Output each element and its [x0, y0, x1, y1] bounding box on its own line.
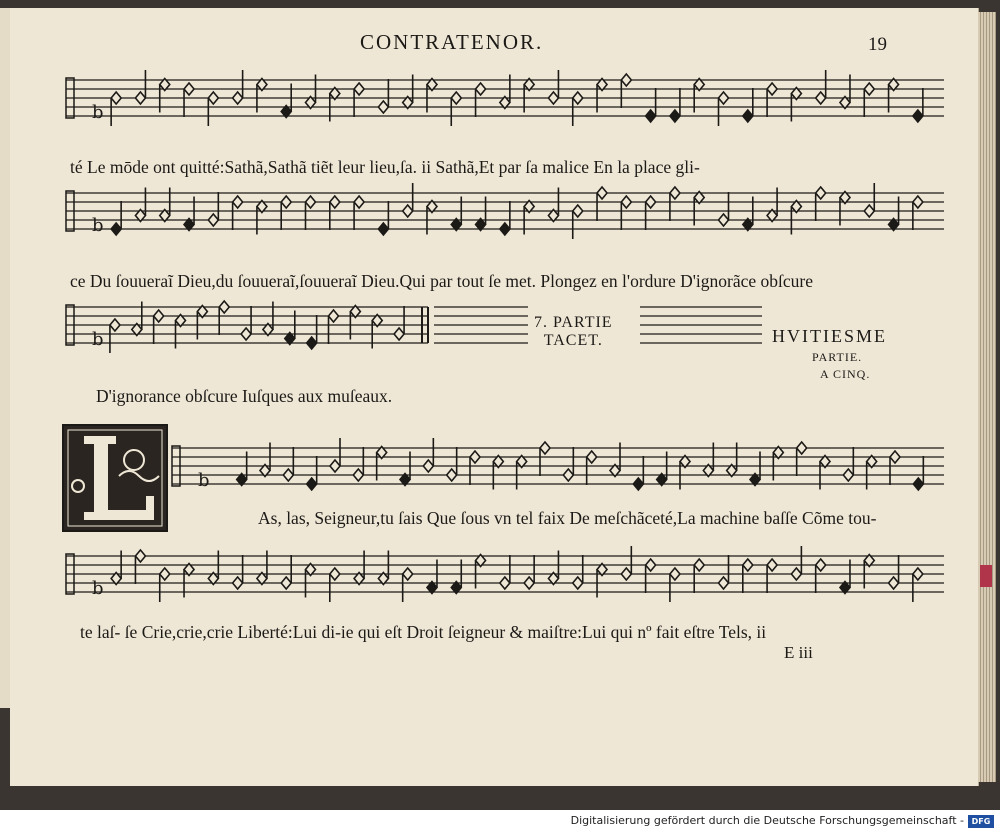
lyric-line: D'ignorance obſcure Iuſques aux muſeaux. [96, 386, 393, 406]
note-head [330, 568, 340, 580]
note-head [816, 559, 826, 571]
part-eight-sub: PARTIE. [812, 350, 863, 364]
lyric-line: té Le mōde ont quitté:Sathã,Sathã tiẽt leur lieu,ſa. ii Sathã,Et par ſa malice En la place gli- [70, 157, 700, 177]
note-head [423, 460, 433, 472]
decorated-initial-l [62, 424, 168, 532]
note-head [573, 577, 583, 589]
flat-sign: b [92, 215, 104, 236]
part-eight-voices: A CINQ. [820, 367, 871, 381]
note-head [219, 301, 229, 313]
note-head [241, 328, 251, 340]
note-head [394, 328, 404, 340]
note-head [111, 92, 121, 104]
note-head [646, 110, 656, 122]
note-head [719, 214, 729, 226]
note-head [447, 469, 457, 481]
part-seven-tacet [534, 314, 613, 350]
note-head [476, 83, 486, 95]
note-head [403, 205, 413, 217]
lyric-line: te laſ- ſe Crie,crie,crie Liberté:Lui di-ie qui eſt Droit ſeigneur & maiſtre:Lui qui nº fait eſtre Tels, ii [80, 622, 767, 642]
note-head [913, 568, 923, 580]
flat-sign: b [198, 470, 210, 491]
note-head [281, 196, 291, 208]
dfg-logo: DFG [968, 815, 994, 828]
note-head [767, 83, 777, 95]
tacet-label: TACET. [543, 332, 603, 349]
flat-sign: b [92, 102, 104, 123]
lyric-line: ce Du ſouueraĩ Dieu,du ſouueraĩ,ſouueraĩ Dieu.Qui par tout ſe met. Plongez en l'ordure D'ignorãce obſcure [70, 271, 813, 291]
folio-number: 19 [868, 34, 887, 55]
note-head [283, 469, 293, 481]
note-head [135, 92, 145, 104]
flat-sign: b [92, 329, 104, 350]
note-head [864, 83, 874, 95]
note-head [500, 577, 510, 589]
note-head [670, 110, 680, 122]
running-head: CONTRATENOR. [360, 30, 544, 54]
note-head [621, 568, 631, 580]
note-head [587, 451, 597, 463]
note-head [913, 196, 923, 208]
note-head [353, 469, 363, 481]
note-head [864, 205, 874, 217]
note-head [184, 83, 194, 95]
flat-sign: b [92, 578, 104, 599]
note-head [378, 101, 388, 113]
note-head [470, 451, 480, 463]
note-head [889, 577, 899, 589]
note-head [573, 205, 583, 217]
note-head [913, 478, 923, 490]
note-head [621, 196, 631, 208]
note-head [573, 92, 583, 104]
note-head [646, 559, 656, 571]
note-head [548, 92, 558, 104]
note-head [913, 110, 923, 122]
note-head [670, 187, 680, 199]
note-head [816, 187, 826, 199]
note-head [403, 568, 413, 580]
part-seven-label: 7. PARTIE [534, 314, 613, 331]
note-head [719, 92, 729, 104]
note-head [233, 577, 243, 589]
note-head [563, 469, 573, 481]
note-head [307, 337, 317, 349]
note-head [330, 460, 340, 472]
note-head [621, 74, 631, 86]
note-head [797, 442, 807, 454]
note-head [633, 478, 643, 490]
footer-credit: Digitalisierung gefördert durch die Deutsche Forschungsgemeinschaft - [570, 814, 964, 827]
note-head [378, 223, 388, 235]
note-head [154, 310, 164, 322]
signature-mark: E iii [784, 643, 813, 662]
note-head [743, 559, 753, 571]
note-head [694, 559, 704, 571]
note-head [208, 214, 218, 226]
note-head [646, 196, 656, 208]
note-head [233, 92, 243, 104]
note-head [890, 451, 900, 463]
note-head [354, 83, 364, 95]
note-head [791, 568, 801, 580]
note-head [330, 196, 340, 208]
note-head [767, 559, 777, 571]
note-head [719, 577, 729, 589]
note-head [329, 310, 339, 322]
note-head [233, 196, 243, 208]
note-head [160, 568, 170, 580]
note-head [524, 577, 534, 589]
note-head [110, 319, 120, 331]
note-head [500, 223, 510, 235]
note-head [208, 92, 218, 104]
note-head [816, 92, 826, 104]
note-head [135, 550, 145, 562]
note-head [540, 442, 550, 454]
digitization-footer [0, 810, 1000, 834]
note-head [670, 568, 680, 580]
part-eight-title: HVITIESME [772, 326, 887, 346]
note-head [307, 478, 317, 490]
note-head [306, 196, 316, 208]
note-head [597, 187, 607, 199]
note-head [281, 577, 291, 589]
note-head [743, 110, 753, 122]
note-head [451, 92, 461, 104]
note-head [111, 223, 121, 235]
note-head [843, 469, 853, 481]
lyric-line: As, las, Seigneur,tu ſais Que ſous vn tel faix De meſchãceté,La machine baſſe Cõme tou- [258, 508, 877, 528]
note-head [354, 196, 364, 208]
